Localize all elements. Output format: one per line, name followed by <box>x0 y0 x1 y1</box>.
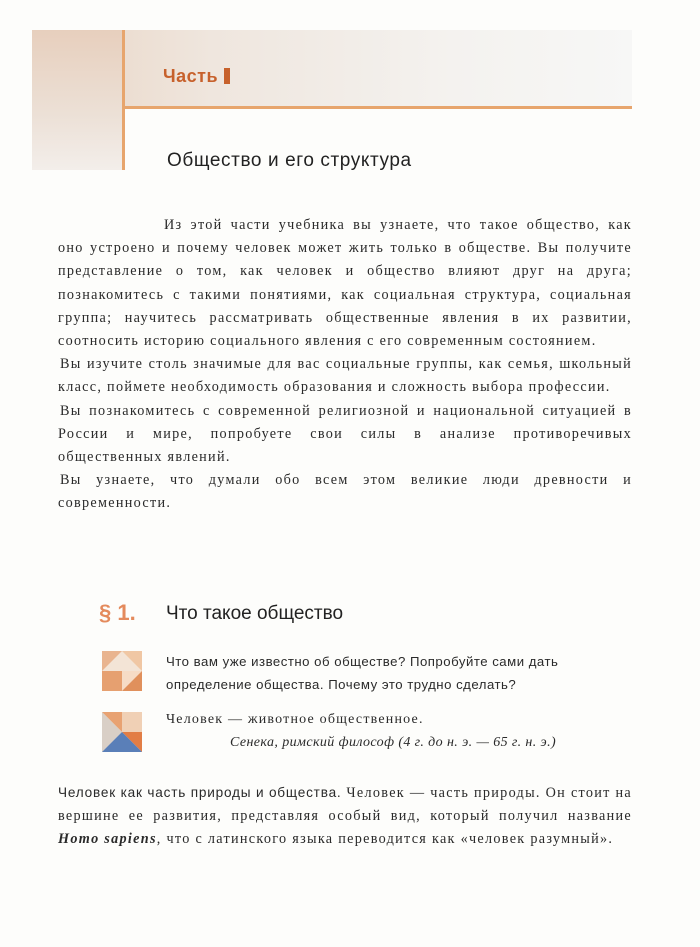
body-lead-heading: Человек как часть природы и общества. <box>58 785 342 800</box>
section-title: Общество и его структура <box>167 150 412 171</box>
intro-text <box>58 214 632 516</box>
paragraph-number: § 1. <box>99 600 136 625</box>
question-icon <box>102 651 142 691</box>
banner-horizontal-rule <box>124 106 632 109</box>
intro-paragraph: Вы узнаете, что думали обо всем этом великие люди древности и современности. <box>58 472 632 512</box>
part-title <box>163 66 230 87</box>
quote-icon <box>102 712 142 752</box>
body-text: , что с латинского языка переводится как «человек разумный». <box>156 831 614 848</box>
intro-paragraph: Вы изучите столь значимые для вас социальные группы, как семья, школьный класс, поймете необходимость образования и сложность выбора профессии. <box>58 356 632 396</box>
roman-numeral-one <box>224 68 230 84</box>
paragraph-title: Что такое общество <box>166 603 344 624</box>
intro-paragraph: Вы познакомитесь с современной религиозной и национальной ситуацией в России и мире, попробуете свои силы в анализе противоречивых общественных явлений. <box>58 402 632 466</box>
part-banner-block <box>32 30 124 170</box>
latin-term: Homo sapiens <box>58 831 157 848</box>
epigraph-quote: Человек — животное общественное. <box>166 712 424 727</box>
banner-vertical-rule <box>122 30 125 170</box>
part-label: Часть <box>163 66 219 86</box>
question-text: Что вам уже известно об обществе? Попробуйте сами дать определение общества. Почему это трудно сделать? <box>166 654 559 692</box>
body-paragraph <box>58 781 632 852</box>
epigraph-source: Сенека, римский философ (4 г. до н. э. — 65 г. н. э.) <box>230 735 557 750</box>
body-text: Человек — часть природы. Он стоит на вершине ее развития, представляя особый вид, который получил название <box>58 785 632 825</box>
intro-paragraph: Из этой части учебника вы узнаете, что такое общество, как оно устроено и почему человек может жить только в обществе. Вы получите представление о том, как человек и общество влияют друг на друга; познакомитесь с такими понятиями, как социальная структура, социальная группа; научитесь рассматривать общественные явления в их развитии, соотносить историю социального явления с его современным состоянием. <box>58 217 632 350</box>
